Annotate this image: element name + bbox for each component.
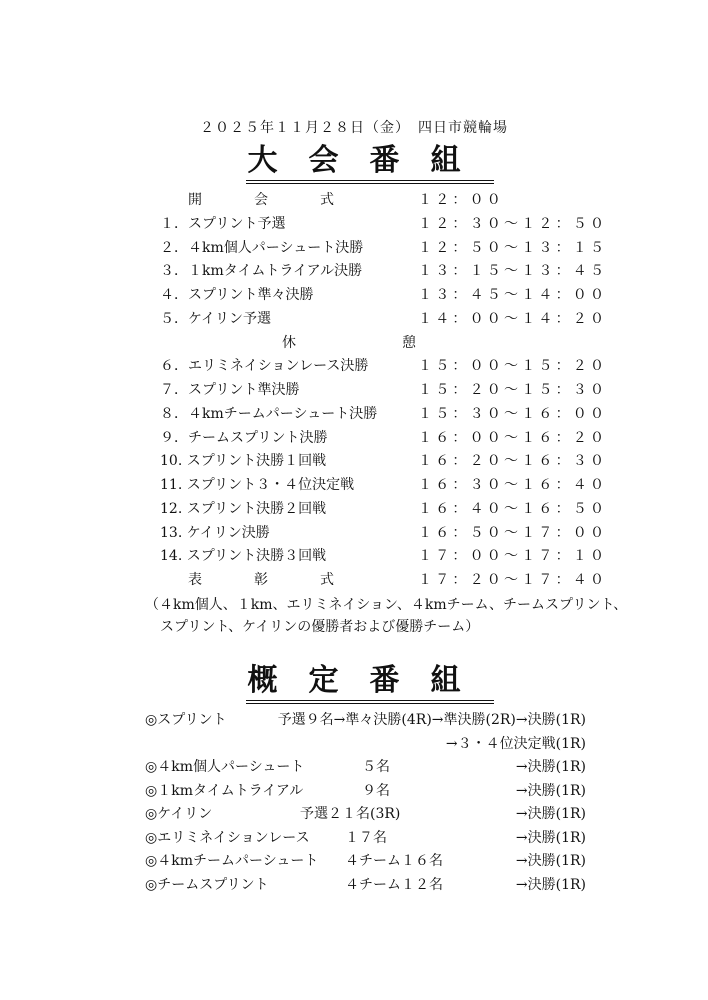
outline-entries: 予選２１名(3R)	[300, 806, 401, 822]
outline-entries: ５名	[362, 759, 390, 775]
outline-event: ◎４km個人パーシュート	[145, 759, 305, 775]
outline-final: →決勝(1R)	[515, 853, 586, 869]
outline-event: ◎ケイリン	[145, 806, 213, 822]
program-event-name: １．スプリント予選	[160, 215, 286, 232]
program-event-time: １７：００〜１７：１０	[418, 548, 608, 565]
program-event-time: １６：２０〜１６：３０	[418, 453, 608, 470]
program-event-time: １６：３０〜１６：４０	[418, 477, 608, 493]
program-event-time: １５：３０〜１６：００	[418, 405, 608, 422]
program-event-time: １２：５０〜１３：１５	[418, 239, 608, 256]
program-event-time: １４：００〜１４：２０	[418, 310, 608, 327]
program-event-name: ６．エリミネイションレース決勝	[160, 358, 369, 375]
program-event-name: 表 彰 式	[188, 572, 342, 588]
program-event-time: １５：２０〜１５：３０	[418, 382, 608, 398]
outline-event: ◎４kmチームパーシュート	[145, 853, 319, 869]
note-line-1: （４km個人、１km、エリミネイション、４kmチーム、チームスプリント、	[145, 597, 628, 613]
outline-entries: ４チーム１６名	[345, 853, 443, 869]
outline-final: →決勝(1R)	[515, 806, 586, 822]
program-event-time: １６：４０〜１６：５０	[418, 500, 608, 517]
program-event-name: 開 会 式	[188, 192, 342, 208]
program-event-name: 13. ケイリン決勝	[160, 524, 270, 541]
program-event-name: 14. スプリント決勝３回戦	[160, 548, 327, 565]
outline-final: →決勝(1R)	[515, 782, 586, 799]
program-event-name: ９．チームスプリント決勝	[160, 429, 328, 446]
outline-final: →決勝(1R)	[515, 829, 586, 846]
program-event-name: 11. スプリント３・４位決定戦	[160, 477, 355, 493]
outline-title	[0, 662, 708, 704]
program-event-name: ２．４km個人パーシュート決勝	[160, 239, 364, 256]
outline-entries: ４チーム１２名	[345, 876, 443, 893]
outline-entries: 予選９名→準々決勝(4R)→準決勝(2R)→決勝(1R)	[277, 712, 586, 728]
outline-title-text: 概定番組	[246, 662, 494, 704]
date-venue-line: ２０２５年１１月２８日（金） 四日市競輪場	[200, 120, 508, 136]
outline-entries: １７名	[345, 829, 387, 846]
note-line-2: スプリント、ケイリンの優勝者および優勝チーム）	[160, 619, 480, 635]
program-event-time: １３：４５〜１４：００	[418, 287, 608, 303]
program-event-name: ５．ケイリン予選	[160, 310, 272, 327]
program-event-name: ４．スプリント準々決勝	[160, 287, 314, 303]
program-event-time: １３：１５〜１３：４５	[418, 263, 608, 280]
program-event-time: １２：３０〜１２：５０	[418, 215, 608, 232]
outline-entries: ９名	[362, 782, 390, 799]
program-event-time: １６：５０〜１７：００	[418, 524, 608, 541]
outline-event: ◎エリミネイションレース	[145, 829, 310, 846]
program-event-name: ７．スプリント準決勝	[160, 382, 300, 398]
program-title	[0, 142, 708, 184]
program-event-time: １５：００〜１５：２０	[418, 358, 608, 375]
break-label: 休 憩	[282, 334, 426, 351]
program-event-time: １６：００〜１６：２０	[418, 429, 608, 446]
program-title-text: 大会番組	[246, 142, 494, 184]
outline-final: →決勝(1R)	[515, 759, 586, 775]
program-event-time: １７：２０〜１７：４０	[418, 572, 608, 588]
program-event-name: ８．４kmチームパーシュート決勝	[160, 405, 378, 422]
outline-event: ◎スプリント	[145, 712, 227, 728]
outline-event: ◎チームスプリント	[145, 876, 269, 893]
outline-event: ◎１kmタイムトライアル	[145, 782, 304, 799]
program-event-name: ３．１kmタイムトライアル決勝	[160, 263, 363, 280]
program-event-name: 12. スプリント決勝２回戦	[160, 500, 327, 517]
outline-final: →３・４位決定戦(1R)	[445, 735, 586, 752]
outline-final: →決勝(1R)	[515, 876, 586, 893]
program-event-name: 10. スプリント決勝１回戦	[160, 453, 327, 470]
program-event-time: １２：００	[418, 192, 504, 208]
